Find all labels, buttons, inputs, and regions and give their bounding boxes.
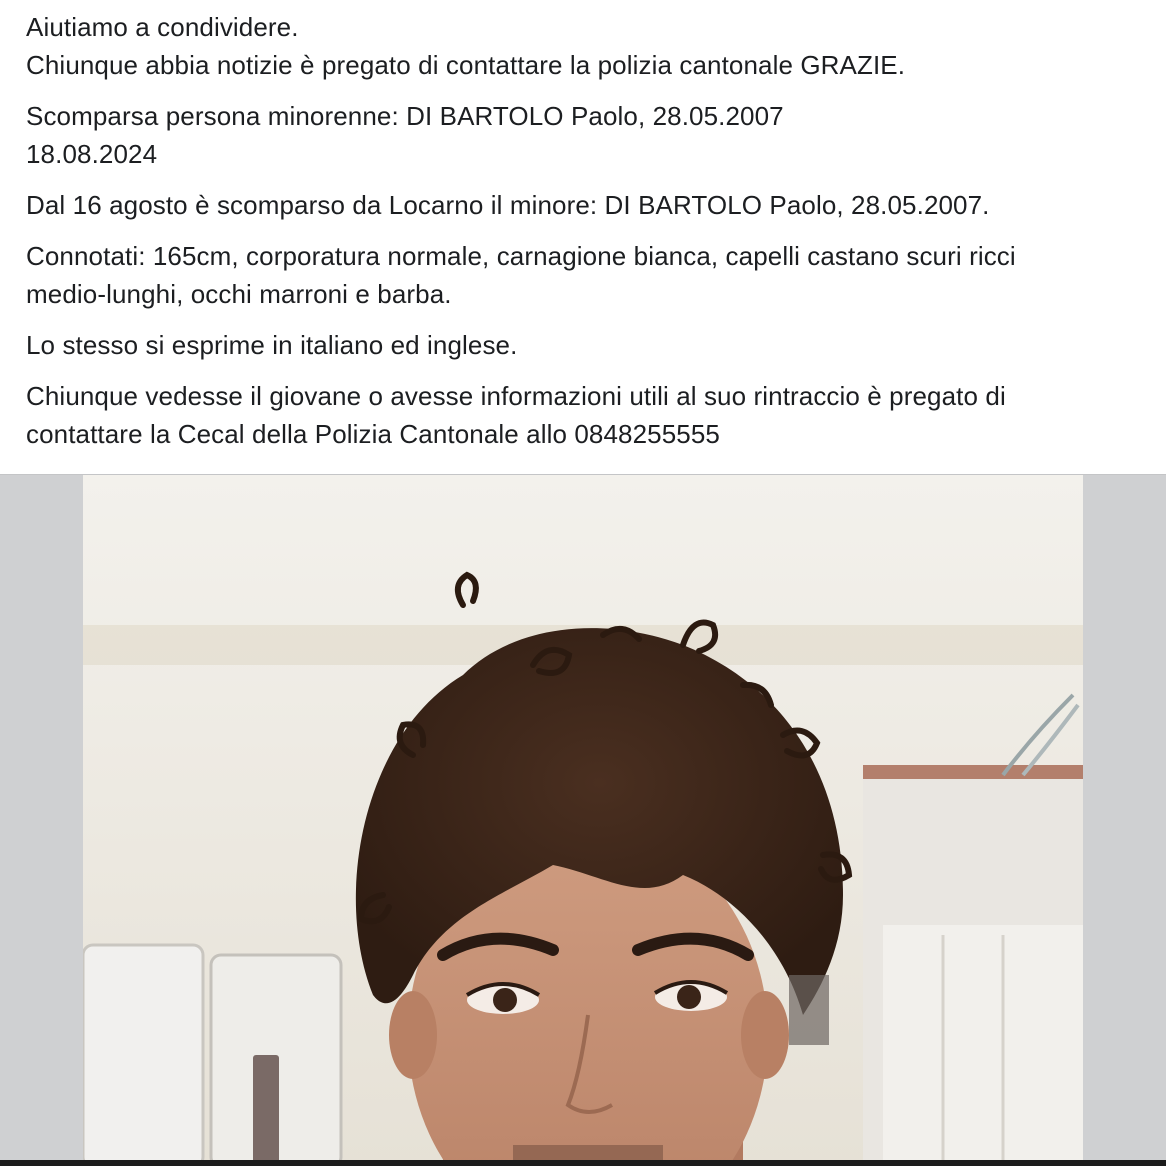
portrait-illustration [83,475,1083,1166]
post-line: 18.08.2024 [26,139,158,169]
post-photo-container[interactable] [0,474,1166,1166]
post-line: Scomparsa persona minorenne: DI BARTOLO Paolo, 28.05.2007 [26,101,784,131]
post-line: Aiutiamo a condividere. [26,12,299,42]
post-paragraph-2 [26,97,1146,173]
post-line: Connotati: 165cm, corporatura normale, carnagione bianca, capelli castano scuri ricci [26,241,1016,271]
post-line: medio-lunghi, occhi marroni e barba. [26,279,452,309]
bottom-edge-bar [0,1160,1166,1166]
post-line: Chiunque abbia notizie è pregato di contattare la polizia cantonale GRAZIE. [26,50,906,80]
missing-person-photo[interactable] [83,475,1083,1166]
post-line: Lo stesso si esprime in italiano ed inglese. [26,330,518,360]
post-paragraph-4 [26,237,1146,313]
post-text [26,8,1146,466]
post-line: Dal 16 agosto è scomparso da Locarno il minore: DI BARTOLO Paolo, 28.05.2007. [26,190,990,220]
post-paragraph-3 [26,186,1146,224]
post-line: contattare la Cecal della Polizia Cantonale allo 0848255555 [26,419,720,449]
post-paragraph-5 [26,326,1146,364]
post-paragraph-6 [26,377,1146,453]
post-line: Chiunque vedesse il giovane o avesse informazioni utili al suo rintraccio è pregato di [26,381,1006,411]
post-paragraph-1 [26,8,1146,84]
